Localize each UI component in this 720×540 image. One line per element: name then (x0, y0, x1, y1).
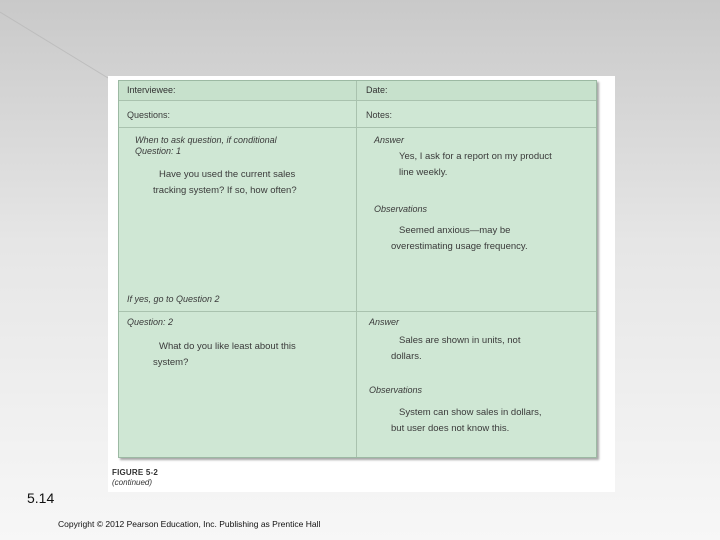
notes-label: Notes: (366, 110, 393, 120)
n1-answer-line2: line weekly. (399, 167, 448, 178)
q1-text-line1: Have you used the current sales (159, 169, 296, 180)
figure-number: FIGURE 5-2 (112, 468, 159, 477)
interview-form (118, 80, 597, 458)
n2-obs-line1: System can show sales in dollars, (399, 407, 542, 418)
figure-panel (108, 76, 615, 492)
q2-label: Question: 2 (127, 317, 174, 327)
form-header (119, 81, 596, 101)
n2-answer-line1: Sales are shown in units, not (399, 335, 521, 346)
section-divider (119, 127, 596, 128)
n1-observations-label: Observations (374, 204, 428, 214)
questions-label: Questions: (127, 110, 171, 120)
figure-caption (112, 468, 158, 488)
n2-answer-line2: dollars. (391, 351, 422, 362)
n2-answer-label: Answer (369, 317, 400, 327)
column-divider (356, 81, 357, 457)
n2-observations-label: Observations (369, 385, 423, 395)
n2-obs-line2: but user does not know this. (391, 423, 510, 434)
figure-continued: (continued) (112, 478, 153, 487)
q1-goto: If yes, go to Question 2 (127, 294, 220, 304)
q2-text-line1: What do you like least about this (159, 341, 296, 352)
q1-number: Question: 1 (135, 146, 182, 156)
n1-obs-line2: overestimating usage frequency. (391, 241, 528, 252)
copyright-footer: Copyright © 2012 Pearson Education, Inc. Publishing as Prentice Hall (58, 519, 321, 529)
q1-text-line2: tracking system? If so, how often? (153, 185, 297, 196)
q1-conditional-text: When to ask question, if conditional (135, 135, 277, 145)
n1-answer-line1: Yes, I ask for a report on my product (399, 151, 552, 162)
row-divider (119, 311, 596, 312)
n1-obs-line1: Seemed anxious—may be (399, 225, 511, 236)
interviewee-label: Interviewee: (127, 85, 176, 95)
q2-text-line2: system? (153, 357, 189, 368)
slide-number: 5.14 (27, 490, 55, 506)
n1-answer-label: Answer (374, 135, 405, 145)
date-label: Date: (366, 85, 388, 95)
